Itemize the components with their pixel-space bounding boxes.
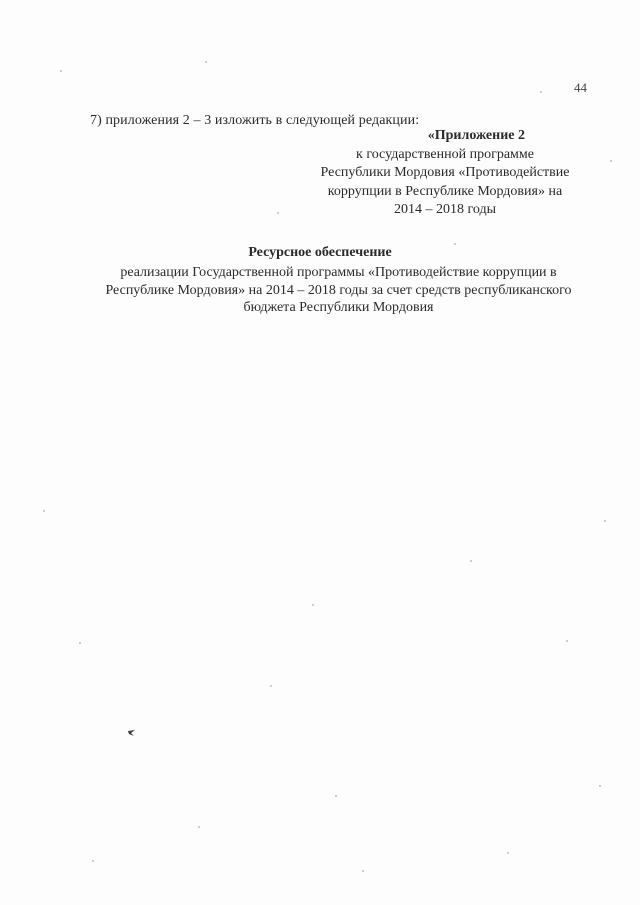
scan-speck: [335, 795, 337, 797]
resource-description-line: бюджета Республики Мордовия: [243, 300, 434, 315]
scan-speck: [198, 826, 200, 828]
scan-speck: [205, 61, 207, 63]
scan-speck: [43, 510, 45, 512]
page-number: 44: [574, 80, 587, 95]
appendix-line: 2014 – 2018 годы: [393, 202, 497, 217]
scan-speck: [454, 243, 456, 245]
appendix-line: коррупции в Республике Мордовия» на: [327, 183, 563, 199]
appendix-header: [300, 127, 590, 220]
scan-speck: [92, 860, 94, 862]
scan-speck: [566, 640, 568, 642]
scan-speck: [79, 642, 81, 644]
scan-speck: [362, 870, 364, 872]
scan-speck: [60, 70, 62, 72]
amendment-intro: 7) приложения 2 – 3 изложить в следующей редакции:: [90, 113, 420, 128]
resource-description-line: реализации Государственной программы «Противодействие коррупции в: [120, 265, 557, 280]
appendix-line: Республики Мордовия «Противодействие: [320, 165, 570, 180]
scan-speck: [599, 785, 601, 787]
scan-speck: [277, 212, 279, 214]
appendix-line: к государственной программе: [356, 146, 534, 162]
scan-mark-icon: [128, 730, 135, 736]
scan-speck: [604, 520, 606, 522]
scan-speck: [540, 91, 542, 93]
resource-description-line: Республике Мордовия» на 2014 – 2018 годы за счет средств республиканского: [105, 282, 572, 298]
scan-speck: [610, 160, 612, 162]
scan-speck: [507, 852, 509, 854]
scan-speck: [270, 685, 272, 687]
appendix-title: «Приложение 2: [427, 128, 525, 143]
scan-speck: [470, 560, 472, 562]
resource-description: [86, 264, 591, 317]
resource-title: Ресурсное обеспечение: [248, 245, 392, 260]
scan-speck: [312, 604, 314, 606]
